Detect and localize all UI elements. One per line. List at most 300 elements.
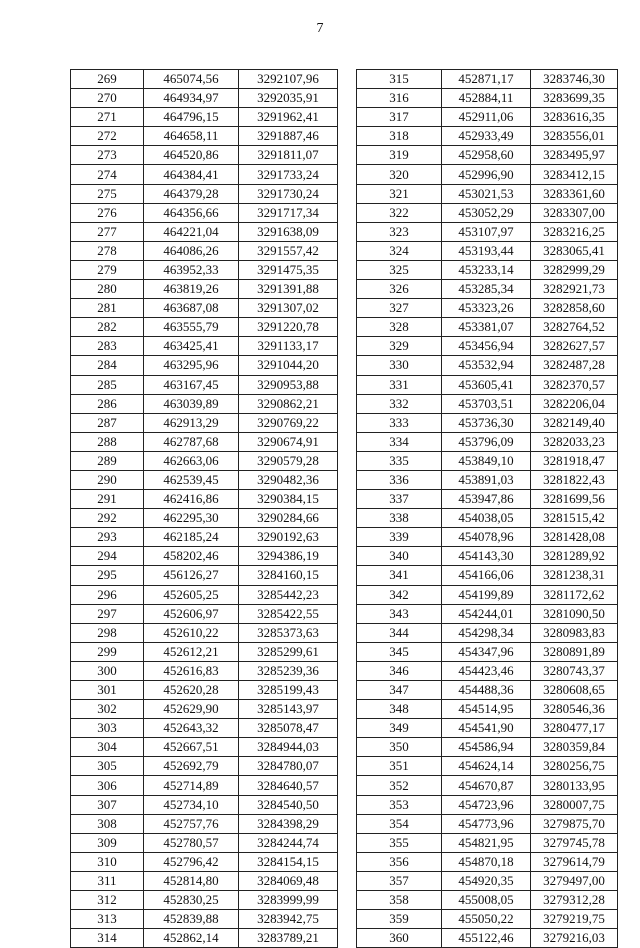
table-row bbox=[357, 451, 618, 470]
y-coordinate-cell: 3282921,73 bbox=[531, 280, 618, 299]
point-number-cell: 274 bbox=[71, 165, 144, 184]
y-coordinate-cell: 3291638,09 bbox=[239, 222, 338, 241]
table-row bbox=[357, 738, 618, 757]
y-coordinate-cell: 3294386,19 bbox=[239, 547, 338, 566]
x-coordinate-cell: 452606,97 bbox=[144, 604, 239, 623]
y-coordinate-cell: 3284944,03 bbox=[239, 738, 338, 757]
x-coordinate-cell: 455050,22 bbox=[442, 910, 531, 929]
x-coordinate-cell: 464796,15 bbox=[144, 108, 239, 127]
point-number-cell: 360 bbox=[357, 929, 442, 948]
table-row bbox=[357, 318, 618, 337]
table-row bbox=[357, 547, 618, 566]
page-number: 7 bbox=[316, 21, 324, 36]
x-coordinate-cell: 453052,29 bbox=[442, 203, 531, 222]
y-coordinate-cell: 3284398,29 bbox=[239, 814, 338, 833]
table-row bbox=[71, 623, 338, 642]
table-row bbox=[71, 509, 338, 528]
x-coordinate-cell: 452629,90 bbox=[144, 700, 239, 719]
table-row bbox=[357, 719, 618, 738]
y-coordinate-cell: 3283216,25 bbox=[531, 222, 618, 241]
table-row bbox=[71, 910, 338, 929]
coordinates-table-right bbox=[356, 69, 618, 948]
y-coordinate-cell: 3282206,04 bbox=[531, 394, 618, 413]
point-number-cell: 348 bbox=[357, 700, 442, 719]
table-row bbox=[357, 146, 618, 165]
x-coordinate-cell: 454586,94 bbox=[442, 738, 531, 757]
point-number-cell: 328 bbox=[357, 318, 442, 337]
table-row bbox=[357, 470, 618, 489]
table-row bbox=[71, 757, 338, 776]
point-number-cell: 310 bbox=[71, 852, 144, 871]
point-number-cell: 351 bbox=[357, 757, 442, 776]
x-coordinate-cell: 462539,45 bbox=[144, 470, 239, 489]
point-number-cell: 285 bbox=[71, 375, 144, 394]
x-coordinate-cell: 463952,33 bbox=[144, 260, 239, 279]
y-coordinate-cell: 3282149,40 bbox=[531, 413, 618, 432]
point-number-cell: 304 bbox=[71, 738, 144, 757]
point-number-cell: 320 bbox=[357, 165, 442, 184]
table-row bbox=[357, 528, 618, 547]
point-number-cell: 342 bbox=[357, 585, 442, 604]
point-number-cell: 308 bbox=[71, 814, 144, 833]
table-row bbox=[71, 852, 338, 871]
point-number-cell: 284 bbox=[71, 356, 144, 375]
point-number-cell: 307 bbox=[71, 795, 144, 814]
x-coordinate-cell: 452830,25 bbox=[144, 891, 239, 910]
y-coordinate-cell: 3285143,97 bbox=[239, 700, 338, 719]
point-number-cell: 300 bbox=[71, 661, 144, 680]
table-row bbox=[357, 814, 618, 833]
table-row bbox=[357, 891, 618, 910]
table-row bbox=[357, 375, 618, 394]
x-coordinate-cell: 453107,97 bbox=[442, 222, 531, 241]
table-row bbox=[357, 642, 618, 661]
point-number-cell: 288 bbox=[71, 432, 144, 451]
point-number-cell: 343 bbox=[357, 604, 442, 623]
y-coordinate-cell: 3283746,30 bbox=[531, 70, 618, 89]
x-coordinate-cell: 453605,41 bbox=[442, 375, 531, 394]
table-row bbox=[357, 260, 618, 279]
x-coordinate-cell: 453233,14 bbox=[442, 260, 531, 279]
y-coordinate-cell: 3283361,60 bbox=[531, 184, 618, 203]
point-number-cell: 290 bbox=[71, 470, 144, 489]
point-number-cell: 341 bbox=[357, 566, 442, 585]
x-coordinate-cell: 453736,30 bbox=[442, 413, 531, 432]
y-coordinate-cell: 3281238,31 bbox=[531, 566, 618, 585]
table-row bbox=[71, 241, 338, 260]
x-coordinate-cell: 452612,21 bbox=[144, 642, 239, 661]
y-coordinate-cell: 3280891,89 bbox=[531, 642, 618, 661]
point-number-cell: 350 bbox=[357, 738, 442, 757]
point-number-cell: 299 bbox=[71, 642, 144, 661]
y-coordinate-cell: 3279312,28 bbox=[531, 891, 618, 910]
point-number-cell: 313 bbox=[71, 910, 144, 929]
point-number-cell: 270 bbox=[71, 89, 144, 108]
x-coordinate-cell: 463425,41 bbox=[144, 337, 239, 356]
point-number-cell: 291 bbox=[71, 490, 144, 509]
x-coordinate-cell: 452620,28 bbox=[144, 681, 239, 700]
point-number-cell: 319 bbox=[357, 146, 442, 165]
point-number-cell: 358 bbox=[357, 891, 442, 910]
table-row bbox=[357, 852, 618, 871]
y-coordinate-cell: 3291475,35 bbox=[239, 260, 338, 279]
table-row bbox=[357, 757, 618, 776]
table-body bbox=[71, 70, 338, 948]
table-row bbox=[71, 585, 338, 604]
table-row bbox=[71, 165, 338, 184]
y-coordinate-cell: 3283495,97 bbox=[531, 146, 618, 165]
y-coordinate-cell: 3279497,00 bbox=[531, 871, 618, 890]
table-row bbox=[357, 280, 618, 299]
y-coordinate-cell: 3291811,07 bbox=[239, 146, 338, 165]
table-row bbox=[357, 203, 618, 222]
table-row bbox=[357, 509, 618, 528]
x-coordinate-cell: 454870,18 bbox=[442, 852, 531, 871]
point-number-cell: 353 bbox=[357, 795, 442, 814]
point-number-cell: 296 bbox=[71, 585, 144, 604]
x-coordinate-cell: 463295,96 bbox=[144, 356, 239, 375]
y-coordinate-cell: 3280546,36 bbox=[531, 700, 618, 719]
y-coordinate-cell: 3291133,17 bbox=[239, 337, 338, 356]
table-row bbox=[71, 203, 338, 222]
point-number-cell: 271 bbox=[71, 108, 144, 127]
x-coordinate-cell: 454143,30 bbox=[442, 547, 531, 566]
x-coordinate-cell: 452780,57 bbox=[144, 833, 239, 852]
y-coordinate-cell: 3284154,15 bbox=[239, 852, 338, 871]
y-coordinate-cell: 3281918,47 bbox=[531, 451, 618, 470]
point-number-cell: 326 bbox=[357, 280, 442, 299]
y-coordinate-cell: 3283065,41 bbox=[531, 241, 618, 260]
table-row bbox=[71, 394, 338, 413]
x-coordinate-cell: 455008,05 bbox=[442, 891, 531, 910]
point-number-cell: 311 bbox=[71, 871, 144, 890]
x-coordinate-cell: 464221,04 bbox=[144, 222, 239, 241]
table-row bbox=[71, 681, 338, 700]
y-coordinate-cell: 3290862,21 bbox=[239, 394, 338, 413]
x-coordinate-cell: 452884,11 bbox=[442, 89, 531, 108]
point-number-cell: 338 bbox=[357, 509, 442, 528]
x-coordinate-cell: 464384,41 bbox=[144, 165, 239, 184]
y-coordinate-cell: 3279219,75 bbox=[531, 910, 618, 929]
point-number-cell: 309 bbox=[71, 833, 144, 852]
x-coordinate-cell: 453193,44 bbox=[442, 241, 531, 260]
y-coordinate-cell: 3285078,47 bbox=[239, 719, 338, 738]
point-number-cell: 269 bbox=[71, 70, 144, 89]
point-number-cell: 339 bbox=[357, 528, 442, 547]
y-coordinate-cell: 3282627,57 bbox=[531, 337, 618, 356]
point-number-cell: 359 bbox=[357, 910, 442, 929]
point-number-cell: 318 bbox=[357, 127, 442, 146]
y-coordinate-cell: 3279614,79 bbox=[531, 852, 618, 871]
x-coordinate-cell: 454821,95 bbox=[442, 833, 531, 852]
x-coordinate-cell: 454773,96 bbox=[442, 814, 531, 833]
point-number-cell: 330 bbox=[357, 356, 442, 375]
x-coordinate-cell: 452714,89 bbox=[144, 776, 239, 795]
y-coordinate-cell: 3281699,56 bbox=[531, 490, 618, 509]
y-coordinate-cell: 3282999,29 bbox=[531, 260, 618, 279]
table-row bbox=[71, 146, 338, 165]
y-coordinate-cell: 3291220,78 bbox=[239, 318, 338, 337]
x-coordinate-cell: 462185,24 bbox=[144, 528, 239, 547]
y-coordinate-cell: 3282487,28 bbox=[531, 356, 618, 375]
point-number-cell: 312 bbox=[71, 891, 144, 910]
x-coordinate-cell: 458202,46 bbox=[144, 547, 239, 566]
y-coordinate-cell: 3290192,63 bbox=[239, 528, 338, 547]
y-coordinate-cell: 3282764,52 bbox=[531, 318, 618, 337]
table-row bbox=[71, 318, 338, 337]
x-coordinate-cell: 454541,90 bbox=[442, 719, 531, 738]
point-number-cell: 349 bbox=[357, 719, 442, 738]
x-coordinate-cell: 452911,06 bbox=[442, 108, 531, 127]
point-number-cell: 297 bbox=[71, 604, 144, 623]
point-number-cell: 357 bbox=[357, 871, 442, 890]
table-row bbox=[357, 700, 618, 719]
y-coordinate-cell: 3282033,23 bbox=[531, 432, 618, 451]
point-number-cell: 327 bbox=[357, 299, 442, 318]
x-coordinate-cell: 452610,22 bbox=[144, 623, 239, 642]
x-coordinate-cell: 452734,10 bbox=[144, 795, 239, 814]
table-row bbox=[357, 222, 618, 241]
x-coordinate-cell: 452933,49 bbox=[442, 127, 531, 146]
table-row bbox=[71, 490, 338, 509]
table-row bbox=[71, 260, 338, 279]
x-coordinate-cell: 452839,88 bbox=[144, 910, 239, 929]
point-number-cell: 281 bbox=[71, 299, 144, 318]
x-coordinate-cell: 452667,51 bbox=[144, 738, 239, 757]
y-coordinate-cell: 3283789,21 bbox=[239, 929, 338, 948]
table-row bbox=[357, 661, 618, 680]
table-body bbox=[357, 70, 618, 948]
x-coordinate-cell: 453532,94 bbox=[442, 356, 531, 375]
x-coordinate-cell: 452605,25 bbox=[144, 585, 239, 604]
y-coordinate-cell: 3285239,36 bbox=[239, 661, 338, 680]
table-row bbox=[357, 833, 618, 852]
table-row bbox=[71, 70, 338, 89]
x-coordinate-cell: 454038,05 bbox=[442, 509, 531, 528]
point-number-cell: 323 bbox=[357, 222, 442, 241]
x-coordinate-cell: 453456,94 bbox=[442, 337, 531, 356]
y-coordinate-cell: 3285373,63 bbox=[239, 623, 338, 642]
y-coordinate-cell: 3291733,24 bbox=[239, 165, 338, 184]
y-coordinate-cell: 3290482,36 bbox=[239, 470, 338, 489]
table-row bbox=[71, 929, 338, 948]
x-coordinate-cell: 462295,30 bbox=[144, 509, 239, 528]
x-coordinate-cell: 462787,68 bbox=[144, 432, 239, 451]
table-row bbox=[357, 490, 618, 509]
point-number-cell: 315 bbox=[357, 70, 442, 89]
point-number-cell: 344 bbox=[357, 623, 442, 642]
y-coordinate-cell: 3283556,01 bbox=[531, 127, 618, 146]
y-coordinate-cell: 3279216,03 bbox=[531, 929, 618, 948]
table-row bbox=[71, 451, 338, 470]
table-row bbox=[357, 70, 618, 89]
table-row bbox=[357, 776, 618, 795]
y-coordinate-cell: 3280359,84 bbox=[531, 738, 618, 757]
table-row bbox=[71, 661, 338, 680]
table-row bbox=[71, 833, 338, 852]
table-row bbox=[71, 222, 338, 241]
x-coordinate-cell: 463167,45 bbox=[144, 375, 239, 394]
y-coordinate-cell: 3290674,91 bbox=[239, 432, 338, 451]
point-number-cell: 332 bbox=[357, 394, 442, 413]
x-coordinate-cell: 454199,89 bbox=[442, 585, 531, 604]
point-number-cell: 335 bbox=[357, 451, 442, 470]
y-coordinate-cell: 3283307,00 bbox=[531, 203, 618, 222]
x-coordinate-cell: 454423,46 bbox=[442, 661, 531, 680]
point-number-cell: 294 bbox=[71, 547, 144, 566]
x-coordinate-cell: 453381,07 bbox=[442, 318, 531, 337]
table-row bbox=[71, 280, 338, 299]
y-coordinate-cell: 3290953,88 bbox=[239, 375, 338, 394]
y-coordinate-cell: 3283412,15 bbox=[531, 165, 618, 184]
point-number-cell: 346 bbox=[357, 661, 442, 680]
table-row bbox=[357, 795, 618, 814]
y-coordinate-cell: 3280743,37 bbox=[531, 661, 618, 680]
table-row bbox=[71, 604, 338, 623]
point-number-cell: 347 bbox=[357, 681, 442, 700]
y-coordinate-cell: 3291717,34 bbox=[239, 203, 338, 222]
point-number-cell: 278 bbox=[71, 241, 144, 260]
x-coordinate-cell: 454670,87 bbox=[442, 776, 531, 795]
y-coordinate-cell: 3290769,22 bbox=[239, 413, 338, 432]
table-row bbox=[71, 891, 338, 910]
table-row bbox=[71, 89, 338, 108]
point-number-cell: 331 bbox=[357, 375, 442, 394]
point-number-cell: 286 bbox=[71, 394, 144, 413]
x-coordinate-cell: 452796,42 bbox=[144, 852, 239, 871]
x-coordinate-cell: 464520,86 bbox=[144, 146, 239, 165]
table-row bbox=[71, 356, 338, 375]
point-number-cell: 340 bbox=[357, 547, 442, 566]
table-row bbox=[357, 299, 618, 318]
table-row bbox=[71, 566, 338, 585]
point-number-cell: 292 bbox=[71, 509, 144, 528]
table-row bbox=[357, 184, 618, 203]
y-coordinate-cell: 3291557,42 bbox=[239, 241, 338, 260]
y-coordinate-cell: 3279875,70 bbox=[531, 814, 618, 833]
y-coordinate-cell: 3280608,65 bbox=[531, 681, 618, 700]
point-number-cell: 336 bbox=[357, 470, 442, 489]
point-number-cell: 298 bbox=[71, 623, 144, 642]
table-row bbox=[71, 127, 338, 146]
table-row bbox=[71, 470, 338, 489]
table-row bbox=[71, 642, 338, 661]
x-coordinate-cell: 452757,76 bbox=[144, 814, 239, 833]
x-coordinate-cell: 456126,27 bbox=[144, 566, 239, 585]
table-row bbox=[71, 814, 338, 833]
x-coordinate-cell: 452814,80 bbox=[144, 871, 239, 890]
x-coordinate-cell: 462416,86 bbox=[144, 490, 239, 509]
point-number-cell: 280 bbox=[71, 280, 144, 299]
y-coordinate-cell: 3292107,96 bbox=[239, 70, 338, 89]
table-row bbox=[357, 165, 618, 184]
x-coordinate-cell: 453796,09 bbox=[442, 432, 531, 451]
point-number-cell: 334 bbox=[357, 432, 442, 451]
table-row bbox=[357, 566, 618, 585]
table-row bbox=[357, 910, 618, 929]
point-number-cell: 272 bbox=[71, 127, 144, 146]
y-coordinate-cell: 3282370,57 bbox=[531, 375, 618, 394]
y-coordinate-cell: 3280983,83 bbox=[531, 623, 618, 642]
y-coordinate-cell: 3282858,60 bbox=[531, 299, 618, 318]
x-coordinate-cell: 454298,34 bbox=[442, 623, 531, 642]
y-coordinate-cell: 3290284,66 bbox=[239, 509, 338, 528]
point-number-cell: 289 bbox=[71, 451, 144, 470]
point-number-cell: 354 bbox=[357, 814, 442, 833]
y-coordinate-cell: 3280133,95 bbox=[531, 776, 618, 795]
point-number-cell: 337 bbox=[357, 490, 442, 509]
x-coordinate-cell: 464934,97 bbox=[144, 89, 239, 108]
point-number-cell: 282 bbox=[71, 318, 144, 337]
x-coordinate-cell: 454723,96 bbox=[442, 795, 531, 814]
x-coordinate-cell: 454514,95 bbox=[442, 700, 531, 719]
y-coordinate-cell: 3281172,62 bbox=[531, 585, 618, 604]
point-number-cell: 352 bbox=[357, 776, 442, 795]
y-coordinate-cell: 3291730,24 bbox=[239, 184, 338, 203]
x-coordinate-cell: 462663,06 bbox=[144, 451, 239, 470]
table-row bbox=[357, 604, 618, 623]
y-coordinate-cell: 3285299,61 bbox=[239, 642, 338, 661]
table-row bbox=[71, 375, 338, 394]
table-row bbox=[357, 623, 618, 642]
point-number-cell: 316 bbox=[357, 89, 442, 108]
y-coordinate-cell: 3281428,08 bbox=[531, 528, 618, 547]
x-coordinate-cell: 452862,14 bbox=[144, 929, 239, 948]
point-number-cell: 279 bbox=[71, 260, 144, 279]
y-coordinate-cell: 3291887,46 bbox=[239, 127, 338, 146]
point-number-cell: 345 bbox=[357, 642, 442, 661]
table-row bbox=[71, 700, 338, 719]
point-number-cell: 322 bbox=[357, 203, 442, 222]
y-coordinate-cell: 3285422,55 bbox=[239, 604, 338, 623]
point-number-cell: 317 bbox=[357, 108, 442, 127]
x-coordinate-cell: 463039,89 bbox=[144, 394, 239, 413]
table-row bbox=[71, 299, 338, 318]
y-coordinate-cell: 3283942,75 bbox=[239, 910, 338, 929]
y-coordinate-cell: 3283699,35 bbox=[531, 89, 618, 108]
table-row bbox=[357, 127, 618, 146]
x-coordinate-cell: 452996,90 bbox=[442, 165, 531, 184]
x-coordinate-cell: 453323,26 bbox=[442, 299, 531, 318]
point-number-cell: 301 bbox=[71, 681, 144, 700]
y-coordinate-cell: 3292035,91 bbox=[239, 89, 338, 108]
table-row bbox=[357, 337, 618, 356]
x-coordinate-cell: 463819,26 bbox=[144, 280, 239, 299]
y-coordinate-cell: 3291962,41 bbox=[239, 108, 338, 127]
table-row bbox=[71, 719, 338, 738]
y-coordinate-cell: 3281289,92 bbox=[531, 547, 618, 566]
point-number-cell: 293 bbox=[71, 528, 144, 547]
x-coordinate-cell: 453285,34 bbox=[442, 280, 531, 299]
point-number-cell: 329 bbox=[357, 337, 442, 356]
x-coordinate-cell: 463687,08 bbox=[144, 299, 239, 318]
point-number-cell: 287 bbox=[71, 413, 144, 432]
y-coordinate-cell: 3279745,78 bbox=[531, 833, 618, 852]
table-row bbox=[71, 795, 338, 814]
y-coordinate-cell: 3285199,43 bbox=[239, 681, 338, 700]
table-row bbox=[357, 394, 618, 413]
x-coordinate-cell: 454244,01 bbox=[442, 604, 531, 623]
table-row bbox=[71, 337, 338, 356]
y-coordinate-cell: 3284780,07 bbox=[239, 757, 338, 776]
y-coordinate-cell: 3281515,42 bbox=[531, 509, 618, 528]
table-row bbox=[71, 776, 338, 795]
point-number-cell: 325 bbox=[357, 260, 442, 279]
x-coordinate-cell: 454624,14 bbox=[442, 757, 531, 776]
y-coordinate-cell: 3291307,02 bbox=[239, 299, 338, 318]
point-number-cell: 314 bbox=[71, 929, 144, 948]
point-number-cell: 303 bbox=[71, 719, 144, 738]
